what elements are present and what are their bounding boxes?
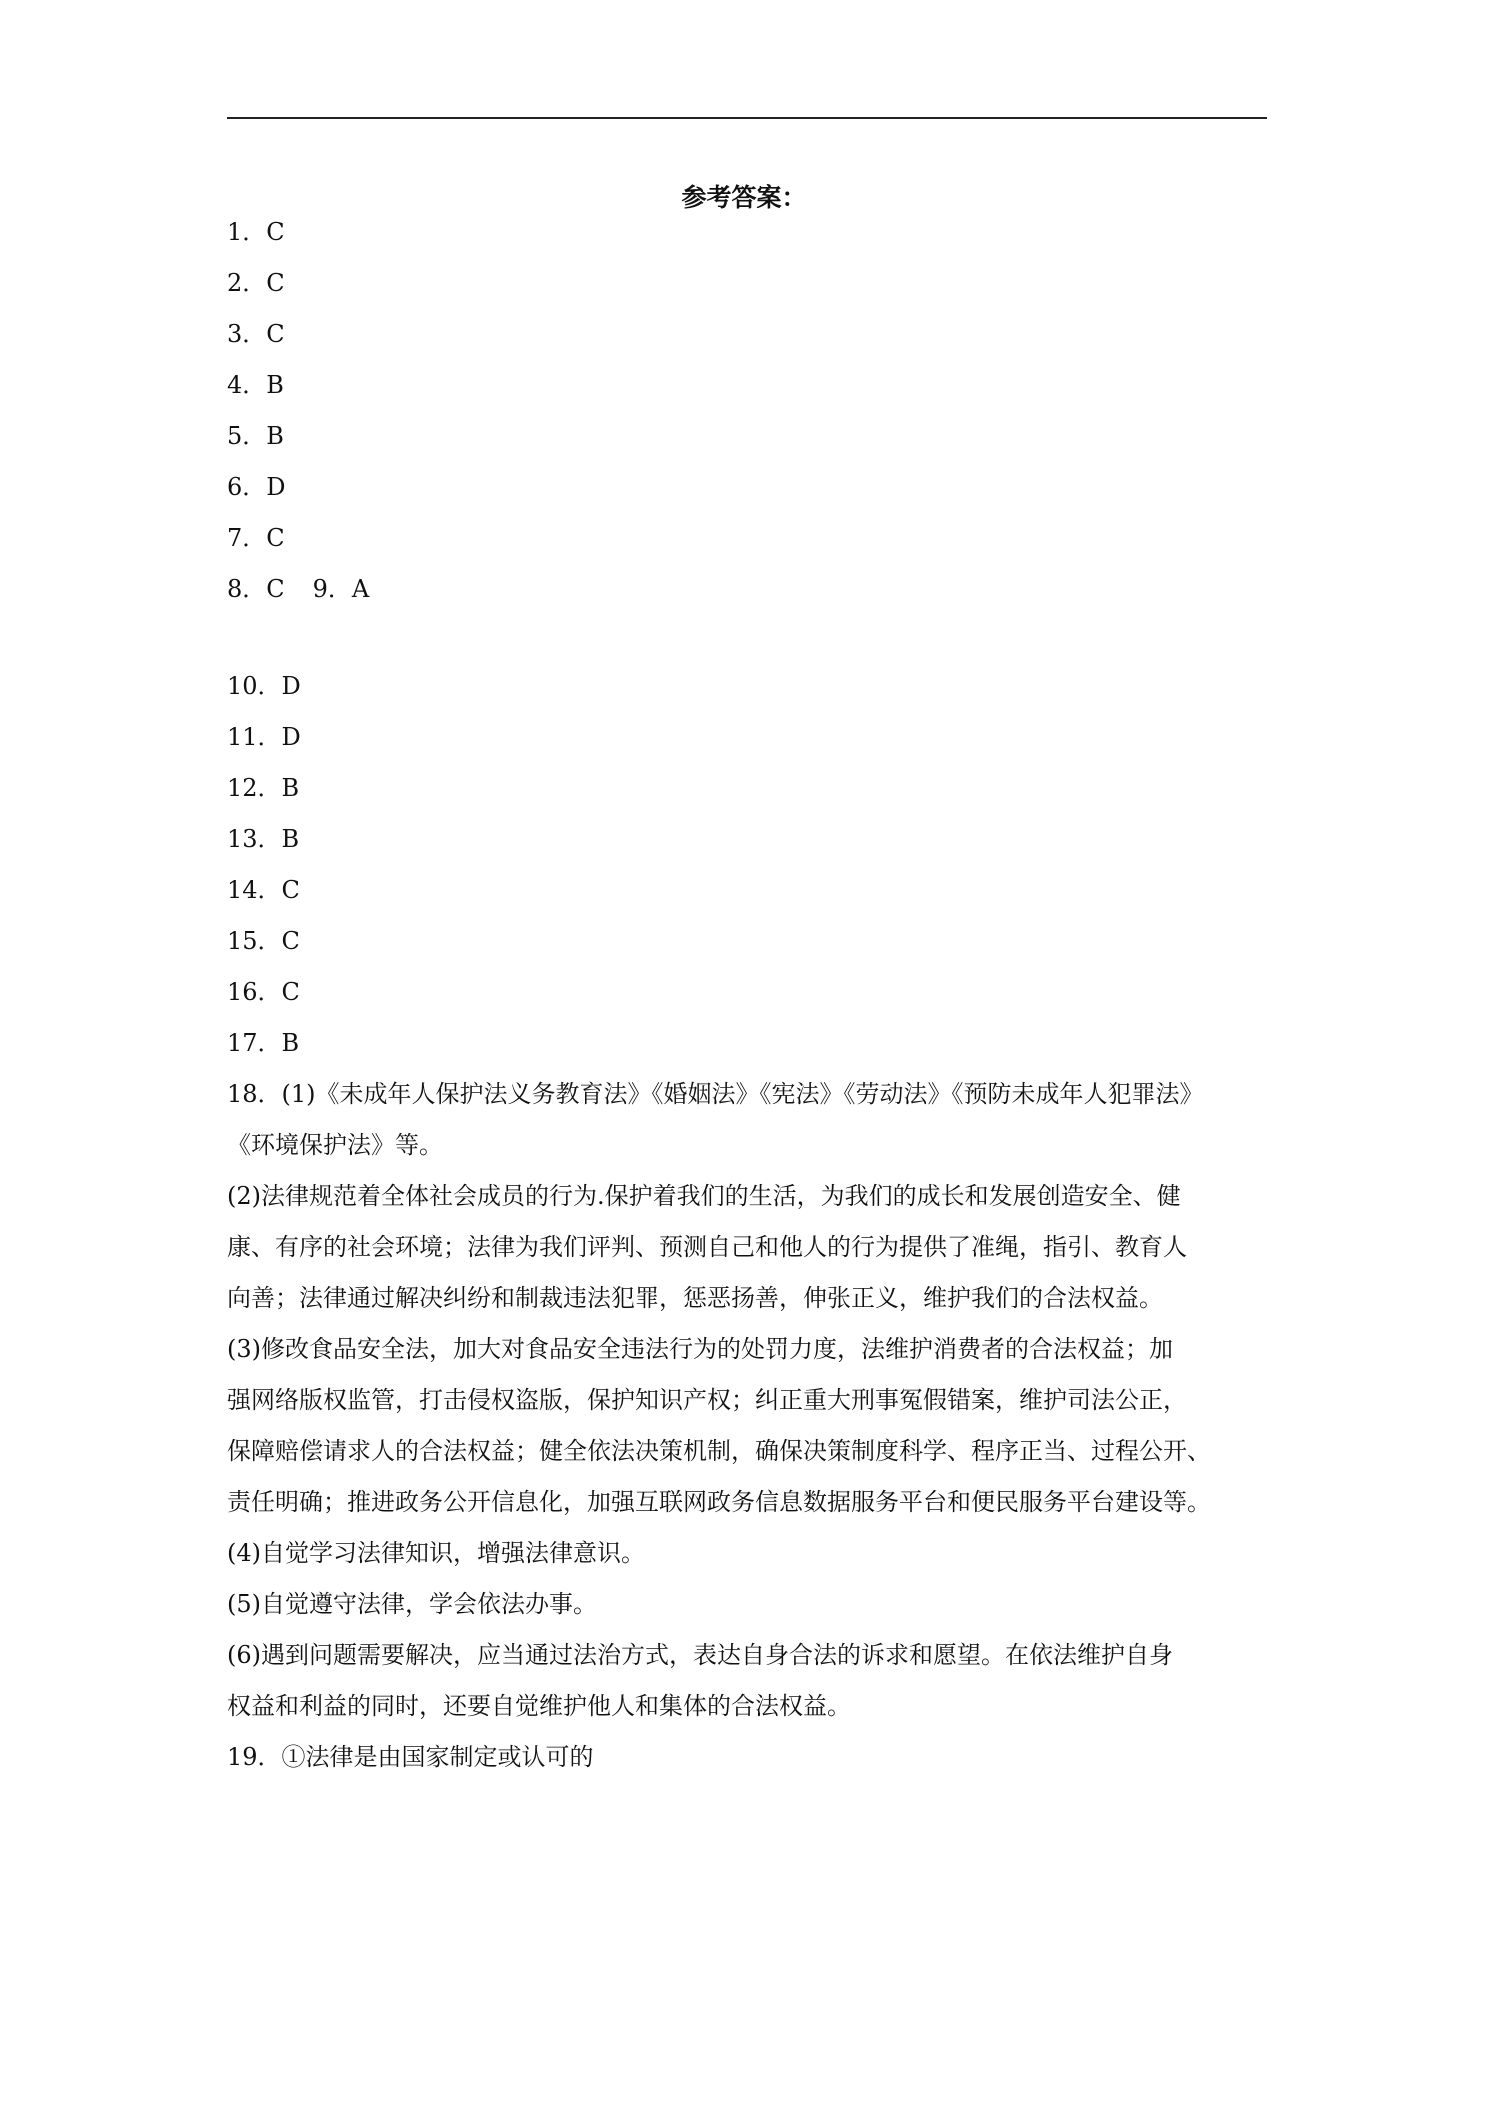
answer-10: 10．D: [227, 672, 301, 700]
answer-6: 6．D: [227, 473, 286, 501]
answer-18-line: 强网络版权监管，打击侵权盗版，保护知识产权；纠正重大刑事冤假错案，维护司法公正，: [227, 1386, 1187, 1414]
answer-7: 7．C: [227, 524, 285, 552]
answer-15: 15．C: [227, 927, 300, 955]
answer-18-line: 康、有序的社会环境；法律为我们评判、预测自己和他人的行为提供了准绳，指引、教育人: [227, 1233, 1187, 1261]
answer-18-line: (5)自觉遵守法律，学会依法办事。: [227, 1590, 597, 1618]
answer-18-line: 向善；法律通过解决纠纷和制裁违法犯罪，惩恶扬善，伸张正义，维护我们的合法权益。: [227, 1284, 1163, 1312]
answer-4: 4．B: [227, 371, 284, 399]
answer-18-line: (2)法律规范着全体社会成员的行为.保护着我们的生活，为我们的成长和发展创造安全、健: [227, 1182, 1181, 1210]
answer-17: 17．B: [227, 1029, 300, 1057]
answer-18-line: 18．(1)《未成年人保护法义务教育法》《婚姻法》《宪法》《劳动法》《预防未成年人犯罪法》: [227, 1080, 1204, 1108]
answer-18-line: (4)自觉学习法律知识，增强法律意识。: [227, 1539, 645, 1567]
answer-2: 2．C: [227, 269, 285, 297]
answer-11: 11．D: [227, 723, 301, 751]
answer-8-9-row: [227, 571, 369, 607]
answer-18-line: 责任明确；推进政务公开信息化，加强互联网政务信息数据服务平台和便民服务平台建设等。: [227, 1488, 1211, 1516]
answer-14: 14．C: [227, 876, 300, 904]
answer-18-line: 保障赔偿请求人的合法权益；健全依法决策机制，确保决策制度科学、程序正当、过程公开、: [227, 1437, 1211, 1465]
answer-13: 13．B: [227, 825, 300, 853]
answer-3: 3．C: [227, 320, 285, 348]
header-rule: [227, 117, 1267, 119]
answer-16: 16．C: [227, 978, 300, 1006]
answer-12: 12．B: [227, 774, 300, 802]
answer-18-line: 《环境保护法》等。: [227, 1131, 443, 1159]
answer-18-line: 权益和利益的同时，还要自觉维护他人和集体的合法权益。: [227, 1692, 851, 1720]
answer-9: 9．A: [312, 575, 370, 603]
answer-8: 8．C: [227, 575, 285, 603]
answer-1: 1．C: [227, 218, 285, 246]
answer-18-line: (3)修改食品安全法，加大对食品安全违法行为的处罚力度，法维护消费者的合法权益；加: [227, 1335, 1173, 1363]
answer-19-line: 19．①法律是由国家制定或认可的: [227, 1743, 594, 1771]
answer-5: 5．B: [227, 422, 284, 450]
answer-key-heading: 参考答案：: [681, 183, 807, 212]
answer-18-line: (6)遇到问题需要解决，应当通过法治方式，表达自身合法的诉求和愿望。在依法维护自身: [227, 1641, 1173, 1669]
